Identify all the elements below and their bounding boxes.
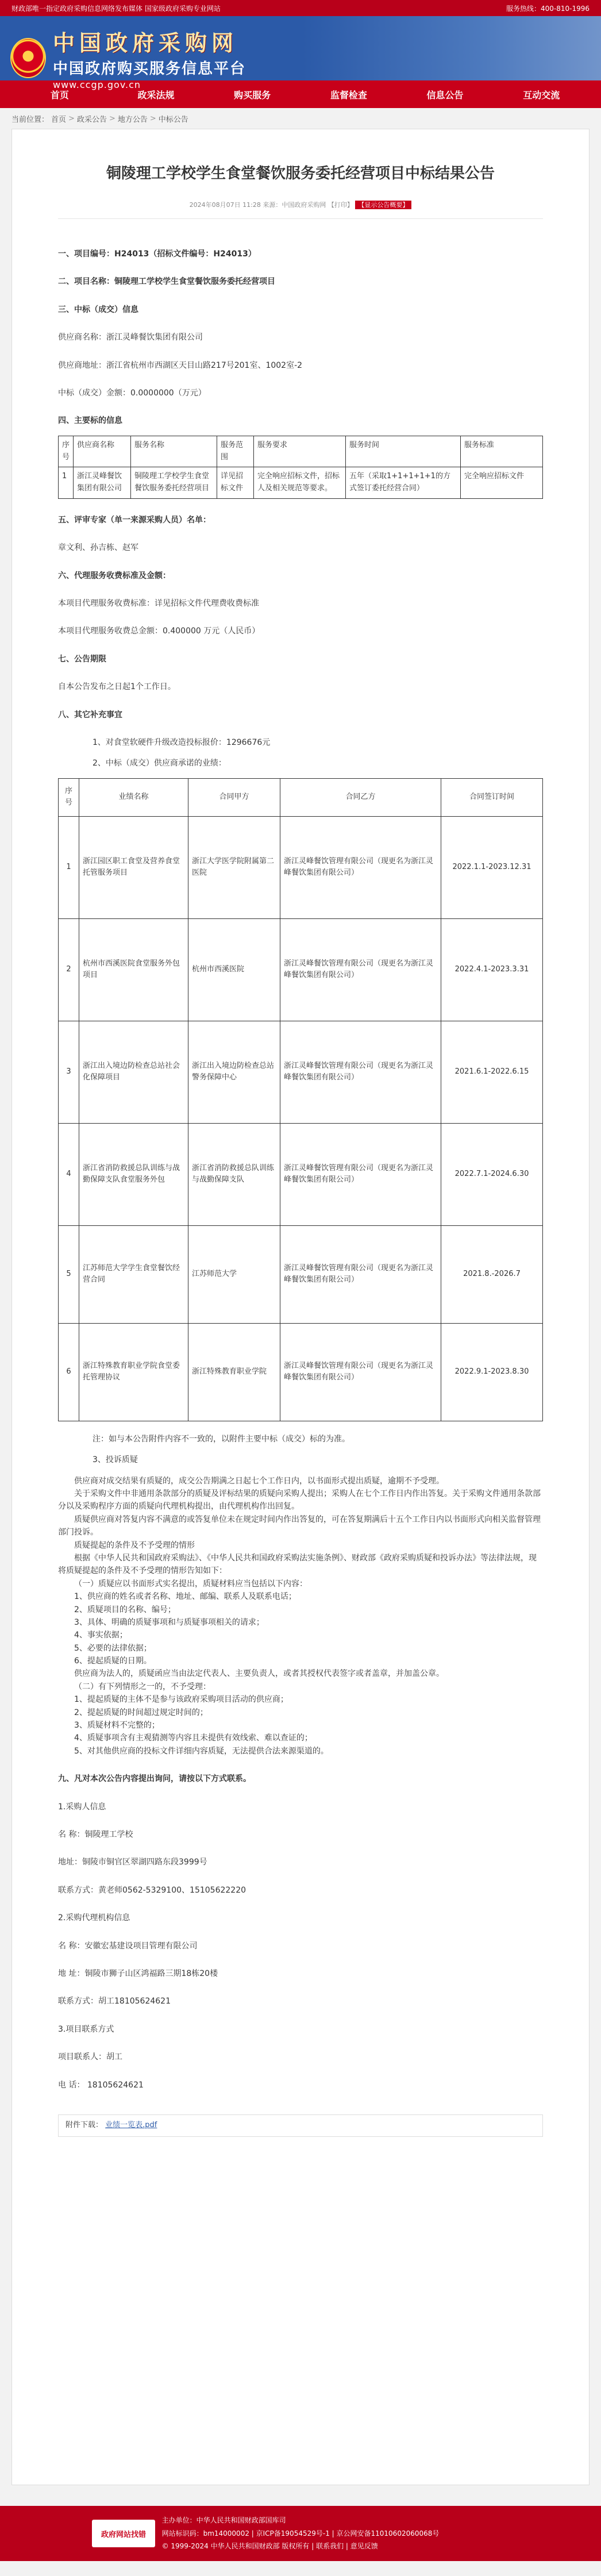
nav-item-notices[interactable]: 信息公告 bbox=[426, 89, 464, 101]
nav-item-purchase-services[interactable]: 购买服务 bbox=[234, 89, 271, 101]
site-footer bbox=[0, 2506, 601, 2561]
table-cell: 浙江灵峰餐饮管理有限公司（现更名为浙江灵峰餐饮集团有限公司） bbox=[280, 1021, 441, 1123]
purchaser-contact: 联系方式：黄老师0562-5329100、15105622220 bbox=[58, 1885, 246, 1895]
supplier-name: 供应商名称：浙江灵峰餐饮集团有限公司 bbox=[58, 333, 203, 343]
attachment-link[interactable]: 业绩一览表.pdf bbox=[105, 2120, 157, 2129]
list-item: 5、对其他供应商的投标文件详细内容质疑，无法提供合法来源渠道的。 bbox=[74, 1746, 329, 1756]
table-header-cell: 序号 bbox=[59, 778, 79, 816]
nav-item-home[interactable]: 首页 bbox=[50, 89, 69, 101]
renovation-price: 1、对食堂软硬件升级改造投标报价：1296676元 bbox=[93, 738, 271, 748]
table-cell: 浙江园区职工食堂及营养食堂托管服务项目 bbox=[79, 816, 188, 918]
table-header-cell: 合同甲方 bbox=[188, 778, 280, 816]
section-notice-period: 七、公告期限 bbox=[58, 654, 106, 664]
breadcrumb-award-notices[interactable]: 中标公告 bbox=[158, 115, 188, 124]
project-contact-heading: 3.项目联系方式 bbox=[58, 2024, 114, 2034]
section-main-items: 四、主要标的信息 bbox=[58, 416, 122, 426]
award-amount: 中标（成交）金额：0.0000000（万元） bbox=[58, 388, 206, 398]
table-cell: 2022.9.1-2023.8.30 bbox=[441, 1323, 543, 1421]
table-cell: 2022.1.1-2023.12.31 bbox=[441, 816, 543, 918]
attachment-label: 附件下载： bbox=[66, 2120, 103, 2129]
table-row bbox=[59, 1323, 543, 1421]
list-item: 4、质疑事项含有主观猜测等内容且未提供有效线索、难以查证的； bbox=[74, 1733, 313, 1743]
list-item: 4、事实依据； bbox=[74, 1631, 128, 1640]
supplier-address: 供应商地址：浙江省杭州市西湖区天目山路217号201室、1002室-2 bbox=[58, 360, 303, 370]
complaint-heading: 3、投诉质疑 bbox=[93, 1455, 138, 1465]
list-item: 3、具体、明确的质疑事项和与质疑事项相关的请求； bbox=[74, 1617, 264, 1627]
logo-url: www.ccgp.gov.cn bbox=[53, 79, 141, 90]
service-hotline: 服务热线：400-810-1996 bbox=[506, 4, 590, 13]
table-row bbox=[59, 1021, 543, 1123]
footer-info bbox=[162, 2514, 440, 2553]
show-summary-button[interactable]: 【显示公告概要】 bbox=[355, 201, 411, 209]
complaint-paragraph: 供应商对成交结果有质疑的，成交公告期满之日起七个工作日内，以书面形式提出质疑，逾期不予受理。 bbox=[74, 1476, 444, 1486]
table-cell: 浙江灵峰餐饮管理有限公司（现更名为浙江灵峰餐饮集团有限公司） bbox=[280, 1225, 441, 1323]
table-cell: 杭州市西溪医院 bbox=[188, 918, 280, 1021]
table-cell: 5 bbox=[59, 1225, 79, 1323]
table-cell: 浙江特殊教育职业学院食堂委托管理协议 bbox=[79, 1323, 188, 1421]
table-cell: 2021.6.1-2022.6.15 bbox=[441, 1021, 543, 1123]
section-project-number: 一、项目编号：H24013（招标文件编号：H24013） bbox=[58, 249, 256, 259]
agency-fee-standard: 本项目代理服务收费标准：详见招标文件代理费收费标准 bbox=[58, 599, 259, 609]
table-header-cell: 服务名称 bbox=[131, 436, 217, 467]
purchaser-name: 名 称：铜陵理工学校 bbox=[58, 1829, 133, 1839]
complaint-paragraph: 供应商为法人的，质疑函应当由法定代表人、主要负责人，或者其授权代表签字或者盖章，并加盖公章。 bbox=[74, 1669, 444, 1679]
section-project-name: 二、项目名称：铜陵理工学校学生食堂餐饮服务委托经营项目 bbox=[58, 277, 275, 287]
table-cell: 江苏师范大学学生食堂餐饮经营合同 bbox=[79, 1225, 188, 1323]
table-cell: 浙江省消防救援总队训练与战勤保障支队 bbox=[188, 1123, 280, 1225]
header-banner-image bbox=[302, 16, 601, 80]
article-title: 铜陵理工学校学生食堂餐饮服务委托经营项目中标结果公告 bbox=[106, 165, 495, 182]
footer-copyright: © 1999-2024 中华人民共和国财政部 版权所有 | 联系我们 | 意见反馈 bbox=[161, 2542, 378, 2551]
logo-title: 中国政府采购网 bbox=[53, 30, 238, 56]
site-logo[interactable] bbox=[10, 25, 246, 90]
complaint-paragraph: 质疑提起的条件及不予受理的情形 bbox=[74, 1540, 195, 1550]
table-cell: 3 bbox=[59, 1021, 79, 1123]
table-cell: 浙江特殊教育职业学院 bbox=[188, 1323, 280, 1421]
table-header-row bbox=[59, 436, 543, 467]
table-cell: 2022.7.1-2024.6.30 bbox=[441, 1123, 543, 1225]
list-item: 1、供应商的姓名或者名称、地址、邮编、联系人及联系电话； bbox=[74, 1592, 296, 1602]
list-item: 2、提起质疑的时间超过规定时间的； bbox=[74, 1708, 208, 1717]
table-cell: 浙江灵峰餐饮管理有限公司（现更名为浙江灵峰餐饮集团有限公司） bbox=[280, 1323, 441, 1421]
table-cell: 2021.8.-2026.7 bbox=[441, 1225, 543, 1323]
breadcrumb-local-notices[interactable]: 地方公告 bbox=[117, 115, 148, 124]
list-item: 6、提起质疑的日期。 bbox=[74, 1656, 152, 1666]
section-supplementary: 八、其它补充事宜 bbox=[58, 710, 122, 720]
table-cell: 完全响应招标文件 bbox=[461, 467, 543, 499]
complaint-condition-heading: （一）质疑应以书面形式实名提出，质疑材料应当包括以下内容： bbox=[74, 1579, 307, 1589]
table-cell: 6 bbox=[59, 1323, 79, 1421]
table-cell: 4 bbox=[59, 1123, 79, 1225]
complaint-paragraph: 关于采购文件中非通用条款部分的质疑及评标结果的质疑向采购人提出；采购人在七个工作日内作出答复。关于采购文件通用条款部分以及采购程序方面的质疑向代理机构提出，由代理机构作出回复。 bbox=[58, 1489, 541, 1512]
project-contact-phone: 电 话： 18105624621 bbox=[58, 2080, 144, 2090]
section-award-info: 三、中标（成交）信息 bbox=[58, 305, 138, 314]
breadcrumb-procurement-notices[interactable]: 政采公告 bbox=[76, 115, 107, 124]
table-cell: 浙江出入境边防检查总站社会化保障项目 bbox=[79, 1021, 188, 1123]
table-note: 注：如与本公告附件内容不一致的，以附件主要中标（成交）标的为准。 bbox=[93, 1434, 350, 1444]
table-header-row bbox=[59, 778, 543, 816]
nav-item-interaction[interactable]: 互动交流 bbox=[523, 89, 560, 101]
table-cell: 铜陵理工学校学生食堂餐饮服务委托经营项目 bbox=[131, 467, 217, 499]
table-row bbox=[59, 467, 543, 499]
table-cell: 2022.4.1-2023.3.31 bbox=[441, 918, 543, 1021]
breadcrumb: 当前位置： 首页 > 政采公告 > 地方公告 > 中标公告 bbox=[11, 114, 188, 124]
table-cell: 浙江灵峰餐饮管理有限公司（现更名为浙江灵峰餐饮集团有限公司） bbox=[280, 1123, 441, 1225]
table-cell: 2 bbox=[59, 918, 79, 1021]
list-item: 5、必要的法律依据； bbox=[74, 1643, 152, 1653]
table-row bbox=[59, 816, 543, 918]
table-header-cell: 合同签订时间 bbox=[441, 778, 543, 816]
table-cell: 浙江省消防救援总队训练与战勤保障支队食堂服务外包 bbox=[79, 1123, 188, 1225]
nav-item-regulations[interactable]: 政采法规 bbox=[137, 89, 175, 101]
rejection-heading: （二）有下列情形之一的，不予受理： bbox=[74, 1682, 211, 1691]
section-experts: 五、评审专家（单一来源采购人员）名单： bbox=[58, 515, 211, 525]
article-date-source: 2024年08月07日 11:28 来源：中国政府采购网 【打印】 bbox=[189, 201, 353, 209]
breadcrumb-label: 当前位置： bbox=[11, 115, 49, 124]
list-item: 1、提起质疑的主体不是参与该政府采购项目活动的供应商； bbox=[74, 1695, 288, 1705]
table-row bbox=[59, 1225, 543, 1323]
purchaser-address: 地址：铜陵市铜官区翠湖四路东段3999号 bbox=[58, 1858, 207, 1867]
agency-fee-amount: 本项目代理服务收费总金额：0.400000 万元（人民币） bbox=[58, 626, 260, 636]
table-cell: 浙江灵峰餐饮管理有限公司（现更名为浙江灵峰餐饮集团有限公司） bbox=[280, 918, 441, 1021]
list-item: 3、质疑材料不完整的； bbox=[74, 1721, 160, 1731]
article-meta bbox=[58, 200, 543, 209]
table-header-cell: 服务标准 bbox=[461, 436, 543, 467]
breadcrumb-home[interactable]: 首页 bbox=[51, 115, 67, 124]
performance-heading: 2、中标（成交）供应商承诺的业绩： bbox=[93, 759, 226, 768]
table-header-cell: 服务范围 bbox=[217, 436, 254, 467]
agency-contact: 联系方式：胡工18105624621 bbox=[58, 1997, 171, 2006]
table-cell: 详见招标文件 bbox=[217, 467, 254, 499]
list-item: 2、质疑项目的名称、编号； bbox=[74, 1605, 176, 1614]
table-header-cell: 供应商名称 bbox=[74, 436, 131, 467]
nav-item-supervision[interactable]: 监督检查 bbox=[330, 89, 367, 101]
table-cell: 五年（采取1+1+1+1+1的方式签订委托经营合同） bbox=[346, 467, 461, 499]
title-divider bbox=[58, 218, 543, 219]
table-cell: 完全响应招标文件，招标人及相关规范等要求。 bbox=[254, 467, 346, 499]
table-cell: 杭州市西溪医院食堂服务外包项目 bbox=[79, 918, 188, 1021]
performance-table bbox=[58, 778, 543, 1421]
top-bar-slogan: 财政部唯一指定政府采购信息网络发布媒体 国家级政府采购专业网站 bbox=[11, 4, 221, 13]
main-items-table bbox=[58, 436, 543, 499]
report-error-badge[interactable]: 政府网站找错 bbox=[92, 2520, 155, 2547]
complaint-paragraph: 根据《中华人民共和国政府采购法》、《中华人民共和国政府采购法实施条例》、财政部《政府采购质疑和投诉办法》等法律法规，现将质疑提起的条件及不予受理的情形告知如下： bbox=[58, 1553, 537, 1576]
project-contact-person: 项目联系人：胡工 bbox=[58, 2052, 122, 2062]
table-header-cell: 合同乙方 bbox=[280, 778, 441, 816]
table-cell: 1 bbox=[59, 467, 74, 499]
notice-period: 自本公告发布之日起1个工作日。 bbox=[58, 682, 176, 692]
article-body bbox=[58, 248, 543, 2137]
attachment-box bbox=[58, 2114, 543, 2137]
table-row bbox=[59, 918, 543, 1021]
table-cell: 浙江灵峰餐饮管理有限公司（现更名为浙江灵峰餐饮集团有限公司） bbox=[280, 816, 441, 918]
table-cell: 浙江灵峰餐饮集团有限公司 bbox=[74, 467, 131, 499]
top-bar bbox=[0, 0, 601, 16]
table-row bbox=[59, 1123, 543, 1225]
footer-sponsor: 主办单位：中华人民共和国财政部国库司 bbox=[161, 2516, 286, 2524]
agency-address: 地 址：铜陵市狮子山区鸿福路三期18栋20楼 bbox=[58, 1968, 218, 1978]
article-container bbox=[11, 129, 590, 2485]
site-header bbox=[0, 16, 601, 90]
section-contact: 九、凡对本次公告内容提出询问，请按以下方式联系。 bbox=[58, 1774, 251, 1784]
table-cell: 1 bbox=[59, 816, 79, 918]
table-header-cell: 序号 bbox=[59, 436, 74, 467]
table-cell: 江苏师范大学 bbox=[188, 1225, 280, 1323]
table-cell: 浙江出入境边防检查总站警务保障中心 bbox=[188, 1021, 280, 1123]
table-header-cell: 服务时间 bbox=[346, 436, 461, 467]
complaint-paragraph: 质疑供应商对答复内容不满意的或答复单位未在规定时间内作出答复的，可在答复期满后十五个工作日内以书面形式向相关监督管理部门投诉。 bbox=[58, 1514, 541, 1537]
section-agency-fee: 六、代理服务收费标准及金额： bbox=[58, 571, 171, 580]
table-header-cell: 服务要求 bbox=[254, 436, 346, 467]
table-header-cell: 业绩名称 bbox=[79, 778, 188, 816]
logo-subtitle: 中国政府购买服务信息平台 bbox=[53, 60, 246, 78]
footer-registration: 网站标识码：bm14000002 | 京ICP备19054529号-1 | 京公网安备11010602060068号 bbox=[161, 2529, 440, 2537]
national-emblem-icon bbox=[10, 38, 46, 78]
agency-heading: 2.采购代理机构信息 bbox=[58, 1913, 130, 1923]
agency-name: 名 称：安徽宏基建设项目管理有限公司 bbox=[58, 1941, 198, 1951]
purchaser-heading: 1.采购人信息 bbox=[58, 1802, 106, 1812]
table-cell: 浙江大学医学院附属第二医院 bbox=[188, 816, 280, 918]
expert-list: 章文利、孙吉栋、赵军 bbox=[58, 543, 138, 553]
